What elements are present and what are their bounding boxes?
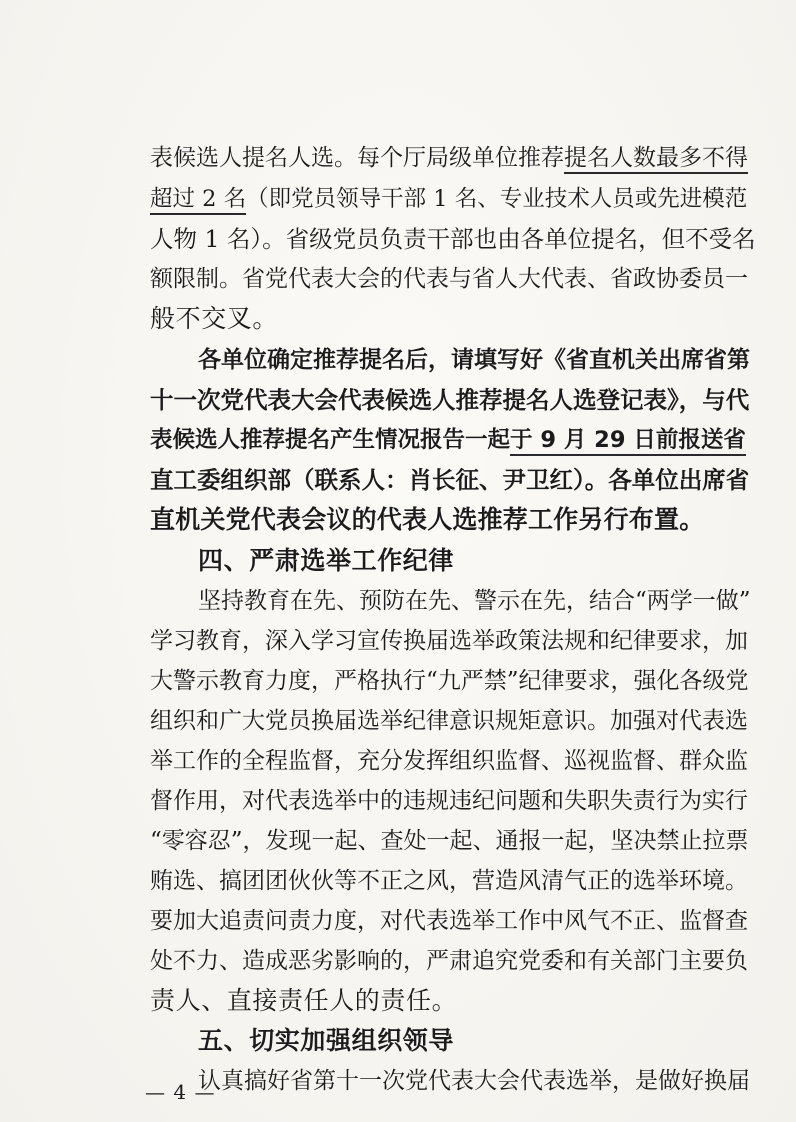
text-line: 直机关党代表会议的代表人选推荐工作另行布置。 (150, 505, 705, 534)
text-line: 人物 1 名）。省级党员负责干部也由各单位提名，但不受名 (150, 225, 756, 253)
text-line: 处不力、造成恶劣影响的，严肃追究党委和有关部门主要负 (150, 948, 748, 974)
text-line: 直工委组织部（联系人：肖长征、尹卫红）。各单位出席省 (150, 466, 750, 494)
text-line: 大警示教育力度，严格执行“九严禁”纪律要求，强化各级党 (150, 668, 749, 694)
text-line: 责人、直接责任人的责任。 (150, 986, 458, 1015)
text-line (150, 184, 747, 214)
text-line: 举工作的全程监督，充分发挥组织监督、巡视监督、群众监 (150, 748, 748, 774)
text-line (150, 425, 746, 455)
text-line: “零容忍”，发现一起、查处一起、通报一起，坚决禁止拉票 (150, 828, 749, 854)
text-segment: 表候选人推荐提名产生情况报告一起 (150, 427, 511, 453)
section-heading: 五、切实加强组织领导 (198, 1026, 455, 1055)
page-number: — 4 — (145, 1080, 216, 1104)
text-segment: （即党员领导干部 1 名、专业技术人员或先进模范 (246, 186, 748, 212)
text-line: 坚持教育在先、预防在先、警示在先，结合“两学一做” (198, 588, 751, 614)
section-heading: 四、严肃选举工作纪律 (198, 546, 455, 575)
text-segment: 表候选人提名人选。每个厅局级单位推荐 (150, 145, 564, 171)
text-line: 各单位确定推荐提名后，请填写好《省直机关出席省第 (198, 347, 750, 373)
text-line (150, 143, 748, 173)
text-line: 般不交叉。 (150, 304, 279, 333)
text-line: 额限制。省党代表大会的代表与省人大代表、省政协委员一 (150, 266, 748, 292)
text-line: 组织和广大党员换届选举纪律意识规矩意识。加强对代表选 (150, 708, 748, 734)
underlined-text: 提名人数最多不得 (564, 145, 748, 174)
text-line: 认真搞好省第十一次党代表大会代表选举，是做好换届 (198, 1068, 750, 1094)
text-line: 十一次党代表大会代表候选人推荐提名人选登记表》，与代 (150, 386, 750, 414)
text-line: 要加大追责问责力度，对代表选举工作中风气不正、监督查 (150, 908, 748, 934)
text-line: 学习教育，深入学习宣传换届选举政策法规和纪律要求，加 (150, 628, 748, 654)
underlined-text: 于 9 月 29 日前报送省 (510, 427, 746, 456)
text-line: 督作用，对代表选举中的违规违纪问题和失职失责行为实行 (150, 788, 748, 814)
underlined-text: 超过 2 名 (150, 186, 246, 215)
text-line: 贿选、搞团团伙伙等不正之风，营造风清气正的选举环境。 (150, 868, 748, 894)
